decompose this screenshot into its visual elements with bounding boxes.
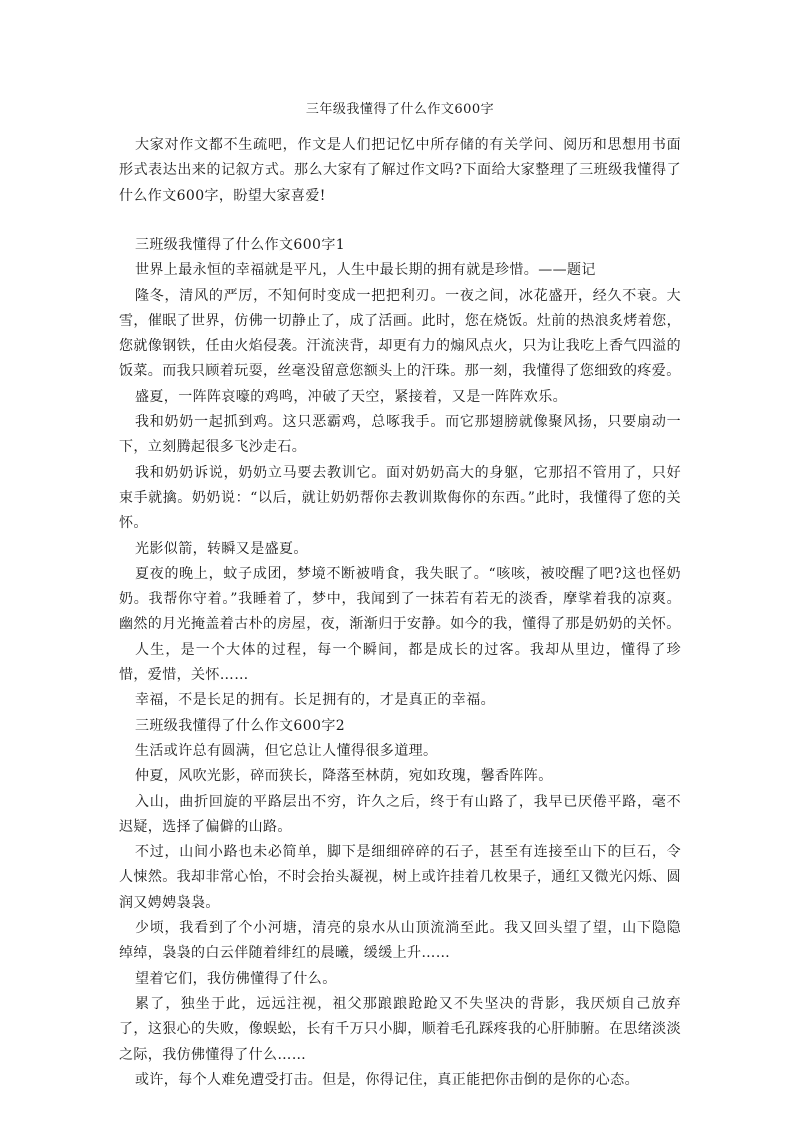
paragraph: 我和奶奶一起抓到鸡。这只恶霸鸡，总啄我手。而它那翅膀就像聚风扬，只要扇动一下，立刻腾起很多飞沙走石。: [119, 414, 681, 456]
paragraph: 或许，每个人难免遭受打击。但是，你得记住，真正能把你击倒的是你的心态。: [135, 1071, 639, 1088]
paragraph: 盛夏，一阵阵哀嚎的鸡鸣，冲破了天空，紧接着，又是一阵阵欢乐。: [135, 388, 567, 405]
paragraph: 隆冬，清风的严厉，不知何时变成一把把利刃。一夜之间，冰花盛开，经久不衰。大雪，催眠了世界，仿佛一切静止了，成了活画。此时，您在烧饭。灶前的热浪炙烤着您，您就像钢铁，任由火焰侵袭。汗流浃背，却更有力的煽风点火，只为让我吃上香气四溢的饭菜。而我只顾着玩耍，丝毫没留意您额头上的汗珠。那一刻，我懂得了您细致的疼爱。: [119, 287, 681, 380]
paragraph: 生活或许总有圆满，但它总让人懂得很多道理。: [135, 742, 438, 759]
essay-body: [119, 233, 681, 1093]
section-heading-2: 三班级我懂得了什么作文600字2: [135, 717, 346, 734]
section-heading-1: 三班级我懂得了什么作文600字1: [135, 237, 346, 253]
paragraph: 世界上最永恒的幸福就是平凡，人生中最长期的拥有就是珍惜。——题记: [135, 262, 596, 279]
paragraph: 幸福，不是长足的拥有。长足拥有的，才是真正的幸福。: [135, 692, 495, 709]
paragraph: 我和奶奶诉说，奶奶立马要去教训它。面对奶奶高大的身躯，它那招不管用了，只好束手就擒。奶奶说：“以后，就让奶奶帮你去教训欺侮你的东西。”此时，我懂得了您的关怀。: [119, 464, 681, 532]
intro-paragraph: 大家对作文都不生疏吧，作文是人们把记忆中所存储的有关学问、阅历和思想用书面形式表达出来的记叙方式。那么大家有了解过作文吗?下面给大家整理了三班级我懂得了什么作文600字，盼望大家喜爱!: [119, 137, 681, 204]
paragraph: 少顷，我看到了个小河塘，清亮的泉水从山顶流淌至此。我又回头望了望，山下隐隐绰绰，袅袅的白云伴随着绯红的晨曦，缓缓上升……: [119, 920, 681, 962]
document-title: 三年级我懂得了什么作文600字: [305, 102, 495, 117]
paragraph: 仲夏，风吹光影，碎而狭长，降落至林荫，宛如玫瑰，馨香阵阵。: [135, 768, 553, 785]
paragraph: 望着它们，我仿佛懂得了什么。: [135, 970, 337, 987]
paragraph: 累了，独坐于此，远远注视，祖父那踉踉跄跄又不失坚决的背影，我厌烦自己放弃了，这狠心的失败，像蜈蚣，长有千万只小脚，顺着毛孔踩疼我的心肝肺腑。在思绪淡淡之际，我仿佛懂得了什么……: [119, 995, 681, 1063]
intro-block: [119, 133, 681, 209]
paragraph: 光影似箭，转瞬又是盛夏。: [135, 540, 308, 557]
paragraph: 不过，山间小路也未必简单，脚下是细细碎碎的石子，甚至有连接至山下的巨石，令人悚然。我却非常心怡，不时会抬头凝视，树上或许挂着几枚果子，通红又微光闪烁、圆润又娉娉袅袅。: [119, 844, 681, 911]
paragraph: 夏夜的晚上，蚊子成团，梦境不断被啃食，我失眠了。“咳咳，被咬醒了吧?这也怪奶奶。我帮你守着。”我睡着了，梦中，我闻到了一抹若有若无的淡香，摩挲着我的凉爽。幽然的月光掩盖着古朴的房屋，夜，渐渐归于安静。如今的我，懂得了那是奶奶的关怀。: [119, 565, 681, 633]
paragraph: 入山，曲折回旋的平路层出不穷，许久之后，终于有山路了，我早已厌倦平路，毫不迟疑，选择了偏僻的山路。: [119, 793, 681, 835]
paragraph: 人生，是一个大体的过程，每一个瞬间，都是成长的过客。我却从里边，懂得了珍惜，爱惜，关怀……: [119, 641, 681, 684]
